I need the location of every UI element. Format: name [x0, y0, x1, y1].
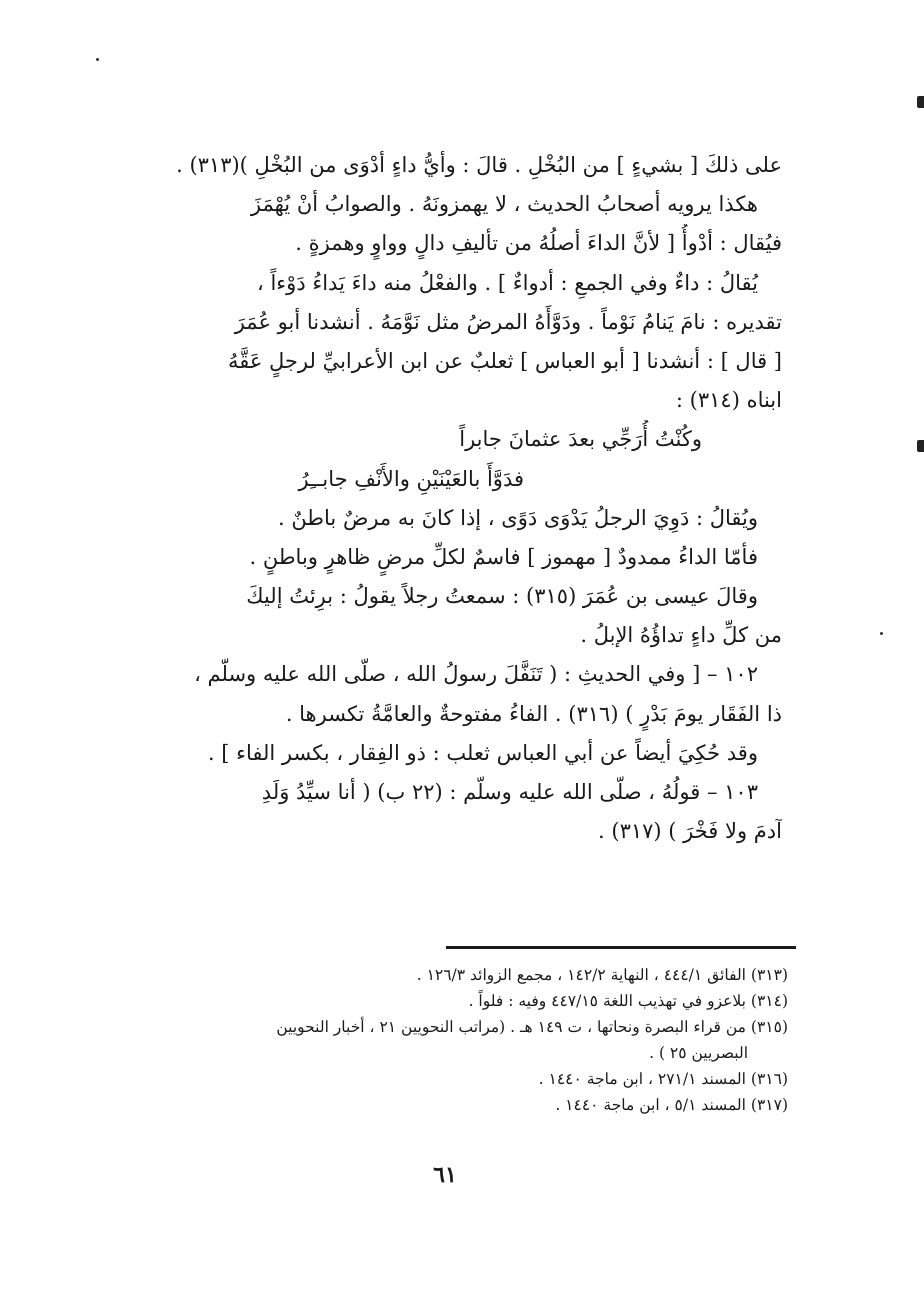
footnote: (٣١٦) المسند ٢٧١/١ ، ابن ماجة ١٤٤٠ . [538, 1070, 788, 1088]
verse-line: وكُنْتُ أُرَجِّي بعدَ عثمانَ جابراً [459, 427, 702, 452]
page-number: ٦١ [433, 1162, 457, 1188]
footnote: (٣١٣) الفائق ٤٤٤/١ ، النهاية ١٤٢/٢ ، مجمع الزوائد ١٢٦/٣ . [416, 966, 788, 984]
footnote-continuation: البصريين ٢٥ ) . [649, 1044, 748, 1062]
footnote-divider [446, 946, 796, 949]
text-line: تقديره : نامَ يَنامُ نَوْماً . ودَوَّأَهُ المرضُ مثل نَوَّمَهُ . أنشدنا أبو عُمَرَ [234, 309, 782, 334]
text-line: من كلِّ داءٍ تداؤُهُ الإبلُ . [580, 623, 782, 648]
text-line: ذا الفَقَار يومَ بَدْرٍ ) (٣١٦) . الفاءُ مفتوحةٌ والعامَّةُ تكسرها . [285, 701, 782, 726]
scan-speck [96, 58, 99, 61]
text-line: على ذلكَ [ بشيءٍ ] من البُخْلِ . قالَ : وأيُّ داءٍ أدْوَى من البُخْلِ )(٣١٣) . [176, 153, 782, 177]
text-line: ١٠٢ – [ وفي الحديثِ : ( تَنَفَّلَ رسولُ الله ، صلّى الله عليه وسلّم ، [194, 662, 758, 687]
footnote: (٣١٤) بلاعزو في تهذيب اللغة ٤٤٧/١٥ وفيه : فلواً . [468, 992, 788, 1010]
main-text [114, 146, 782, 851]
text-line: هكذا يرويه أصحابُ الحديث ، لا يهمزونَهُ . والصوابُ أنْ يُهْمَزَ [250, 192, 758, 217]
verse-line: فدَوَّأَ بالعَيْنَيْنِ والأَنْفِ جابــِرُ [298, 466, 524, 491]
text-line: وقالَ عيسى بن عُمَرَ (٣١٥) : سمعتُ رجلاً يقولُ : برِئتُ إليكَ [246, 584, 758, 609]
footnote: (٣١٥) من قراء البصرة ونحاتها ، ت ١٤٩ هـ . (مراتب النحويين ٢١ ، أخبار النحويين [276, 1018, 788, 1036]
scan-mark [917, 440, 924, 452]
scan-mark [917, 96, 924, 108]
footnote: (٣١٧) المسند ٥/١ ، ابن ماجة ١٤٤٠ . [555, 1096, 788, 1114]
text-line: ويُقالُ : دَوِيَ الرجلُ يَدْوَى دَوًى ، إذا كانَ به مرضٌ باطنٌ . [277, 505, 758, 530]
text-line: وقد حُكِيَ أيضاً عن أبي العباس ثعلب : ذو الفِقار ، بكسر الفاء ] . [207, 740, 758, 765]
text-line: ١٠٣ – قولُهُ ، صلّى الله عليه وسلّم : (٢٢ ب) ( أنا سيِّدُ وَلَدِ [261, 780, 758, 804]
text-line: ابناه (٣١٤) : [675, 388, 782, 413]
text-line: آدمَ ولا فَخْرَ ) (٣١٧) . [598, 819, 782, 844]
text-line: يُقالُ : داءٌ وفي الجمعِ : أدواءٌ ] . والفعْلُ منه داءَ يَداءُ دَوْءاً ، [257, 270, 758, 295]
scan-speck [880, 632, 883, 635]
text-line: فأمّا الداءُ ممدودٌ [ مهموز ] فاسمٌ لكلِّ مرضٍ ظاهرٍ وباطنٍ . [249, 544, 758, 569]
footnotes [108, 962, 788, 1118]
text-line: فيُقال : أدْوأُ [ لأنَّ الداءَ أصلُهُ من تأليفِ دالٍ وواوٍ وهمزةٍ . [295, 231, 782, 256]
text-line: [ قال ] : أنشدنا [ أبو العباس ] ثعلبٌ عن ابن الأعرابيِّ لرجلٍ عَقَّهُ [227, 348, 782, 373]
